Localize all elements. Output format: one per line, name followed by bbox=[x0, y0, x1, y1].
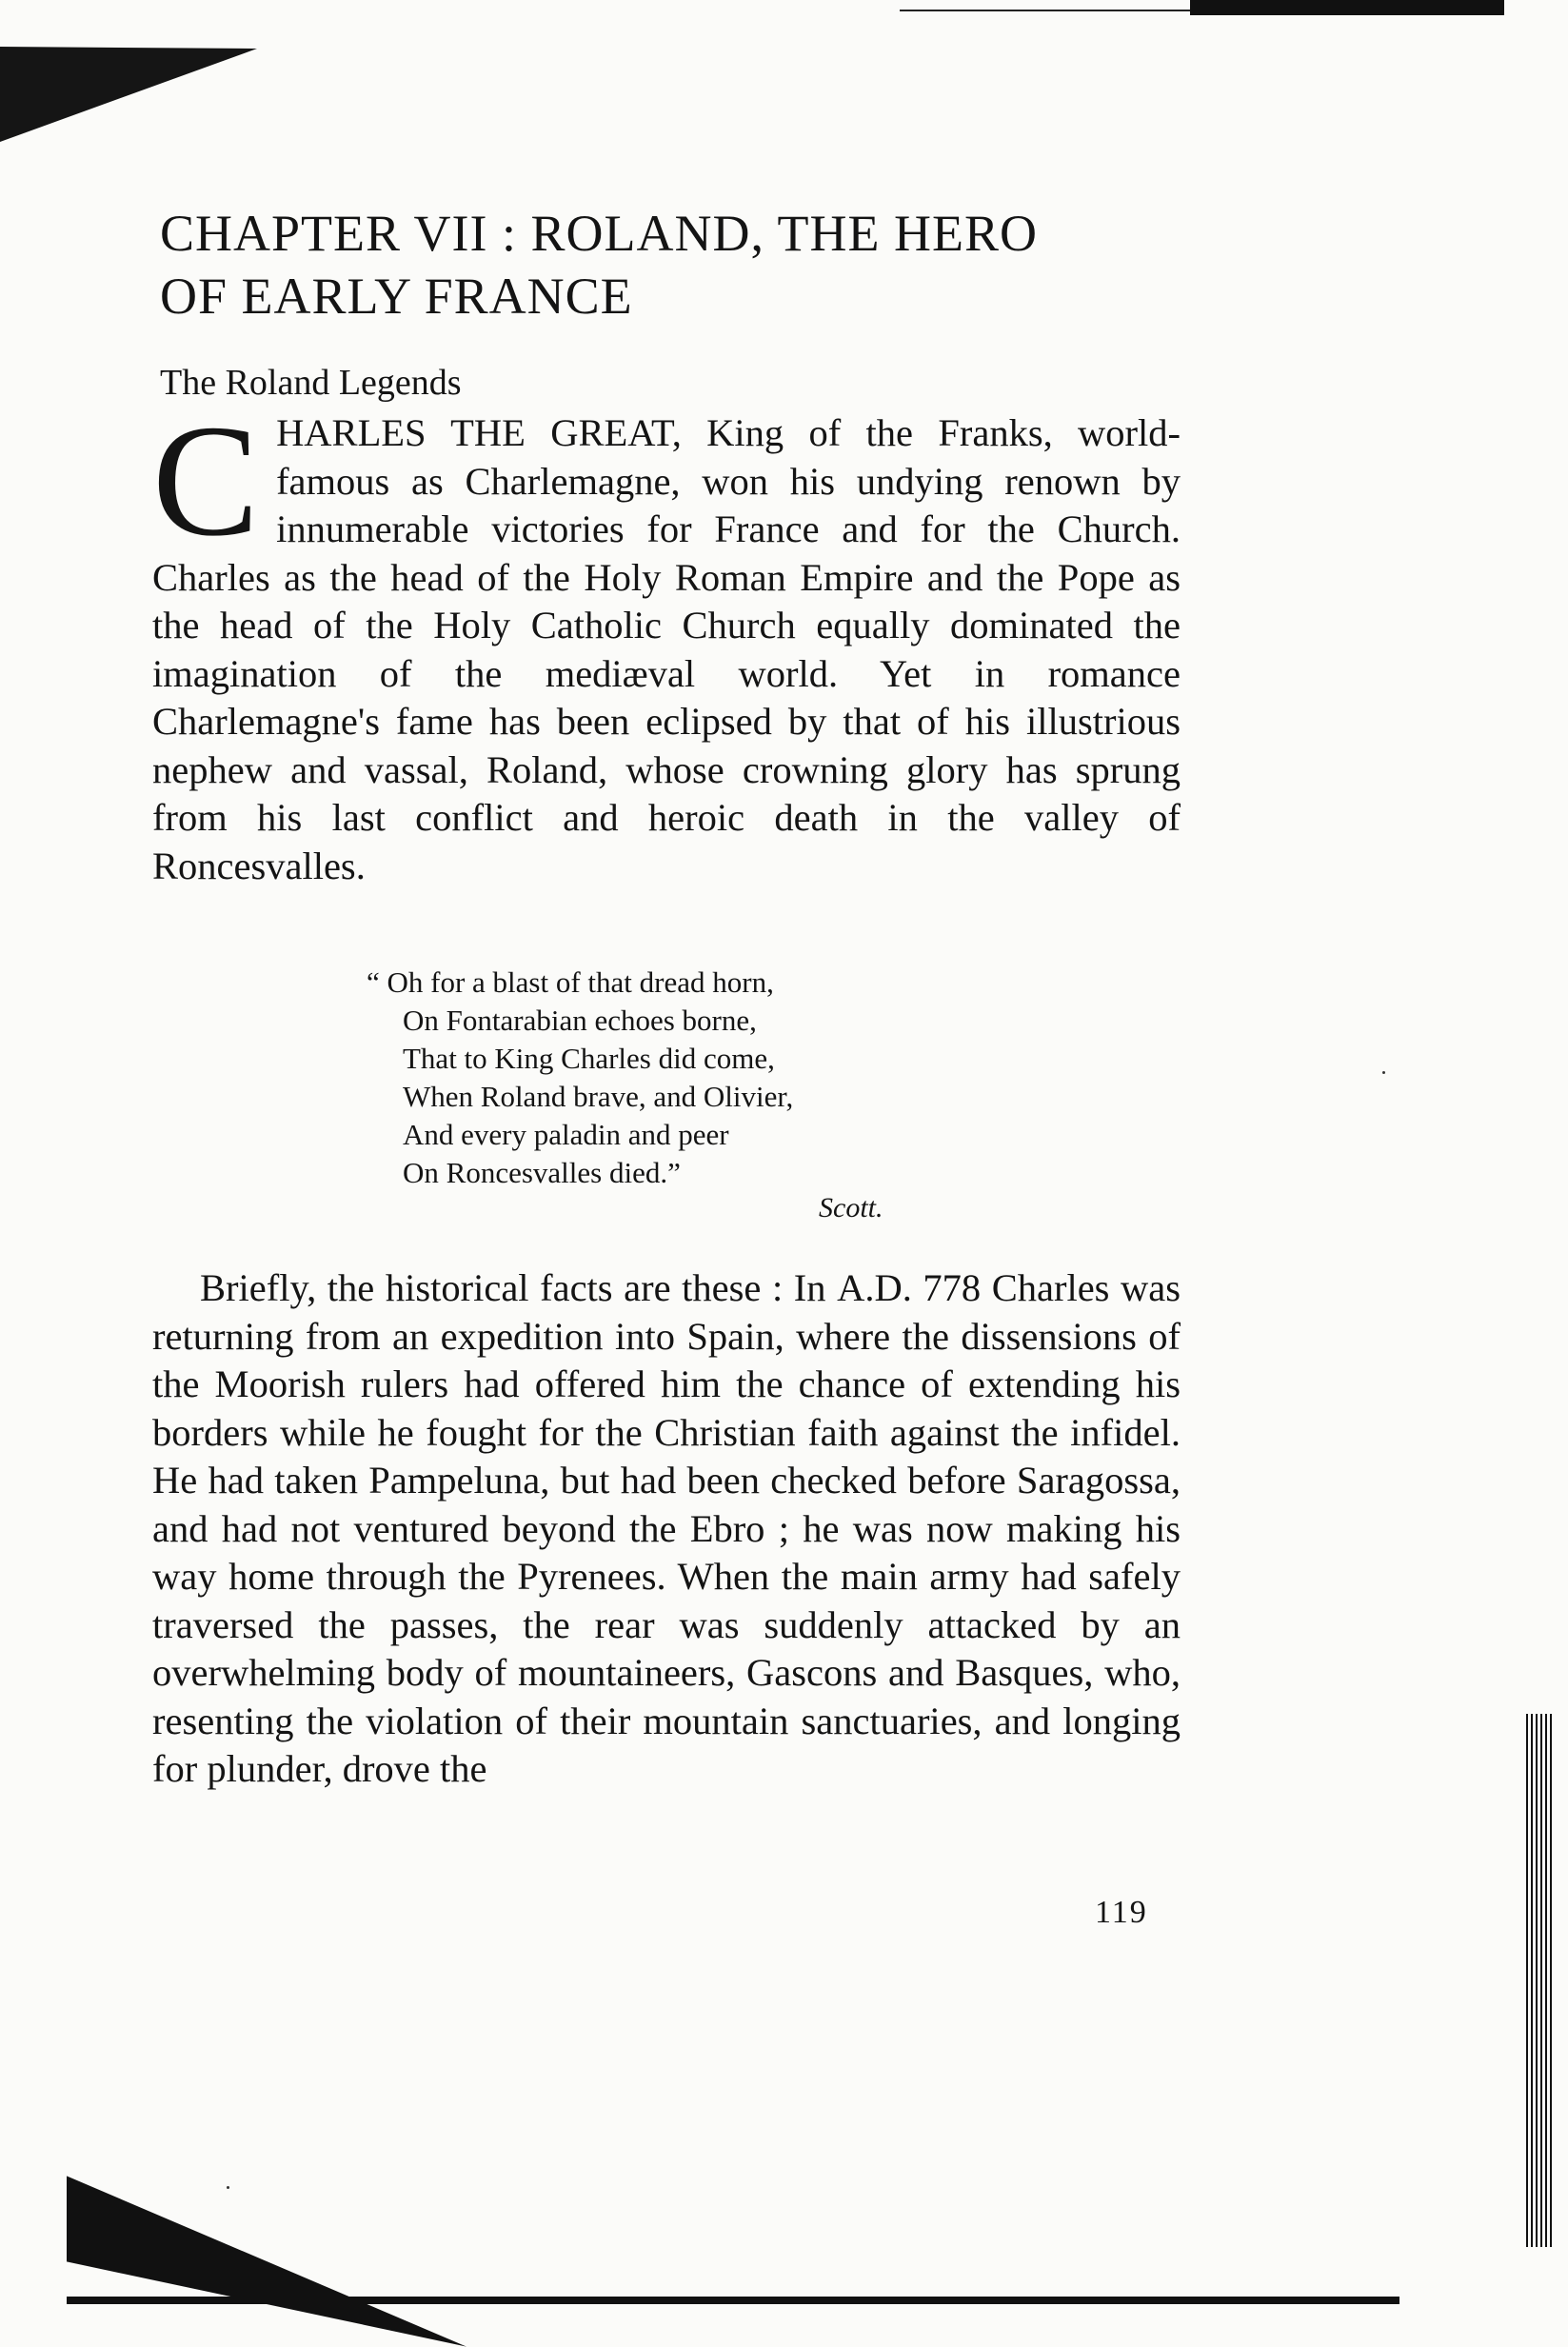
paragraph-1 bbox=[152, 392, 1181, 890]
verse-line: And every paladin and peer bbox=[403, 1118, 729, 1151]
paragraph-1-text: HARLES THE GREAT, King of the Franks, world-famous as Charlemagne, won his undying renown by innumerable victories for France and for the Church. Charles as the head of the Holy Roman Empire and the Pope as the head of the Holy Catholic Church equally dominated the imagination of the mediæval world. Yet in romance Charlemagne's fame has been eclipsed by that of his illustrious nephew and vassal, Roland, whose crowning glory has sprung from his last conflict and heroic death in the valley of Roncesvalles. bbox=[152, 411, 1181, 887]
page-number: 119 bbox=[1095, 1895, 1148, 1930]
era-abbreviation: A.D. bbox=[837, 1266, 912, 1309]
verse-line: When Roland brave, and Olivier, bbox=[403, 1080, 794, 1113]
verse-line: On Fontarabian echoes borne, bbox=[403, 1004, 757, 1037]
paragraph-2-text-before: Briefly, the historical facts are these : In bbox=[200, 1266, 838, 1309]
paragraph-2 bbox=[152, 1264, 1181, 1794]
scan-edge-bar-top bbox=[1190, 0, 1504, 15]
chapter-title bbox=[160, 202, 1207, 328]
verse-line: That to King Charles did come, bbox=[403, 1042, 775, 1075]
verse-line: “ Oh for a blast of that dread horn, bbox=[367, 965, 774, 999]
scan-page-edge-right bbox=[1526, 1714, 1555, 2247]
scan-edge-rule-bottom bbox=[67, 2297, 1399, 2304]
chapter-title-line-1: CHAPTER VII : ROLAND, THE HERO bbox=[160, 205, 1039, 262]
scan-shadow-top-left bbox=[0, 10, 257, 142]
paragraph-2-text-after: 778 Charles was returning from an expedition into Spain, where the dissensions of the Moorish rulers had offered him the chance of extending his borders while he fought for the Christian faith against the infidel. He had taken Pampeluna, but had been checked before Saragossa, and had not ventured beyond the Ebro ; he was now making his way home through the Pyrenees. When the main army had safely traversed the passes, the rear was suddenly attacked by an overwhelming body of mountaineers, Gascons and Basques, who, resenting the violation of their mountain sanctuaries, and longing for plunder, drove the bbox=[152, 1266, 1181, 1790]
chapter-title-line-2: OF EARLY FRANCE bbox=[160, 268, 633, 325]
drop-cap: C bbox=[152, 392, 260, 569]
scan-speck bbox=[1382, 1071, 1385, 1074]
verse-line: On Roncesvalles died.” bbox=[403, 1156, 681, 1189]
verse-quotation bbox=[367, 964, 957, 1192]
scan-speck bbox=[227, 2186, 229, 2189]
scan-shadow-bottom-left bbox=[67, 2176, 466, 2346]
verse-attribution: Scott. bbox=[819, 1192, 883, 1223]
section-title: The Roland Legends bbox=[160, 363, 462, 403]
